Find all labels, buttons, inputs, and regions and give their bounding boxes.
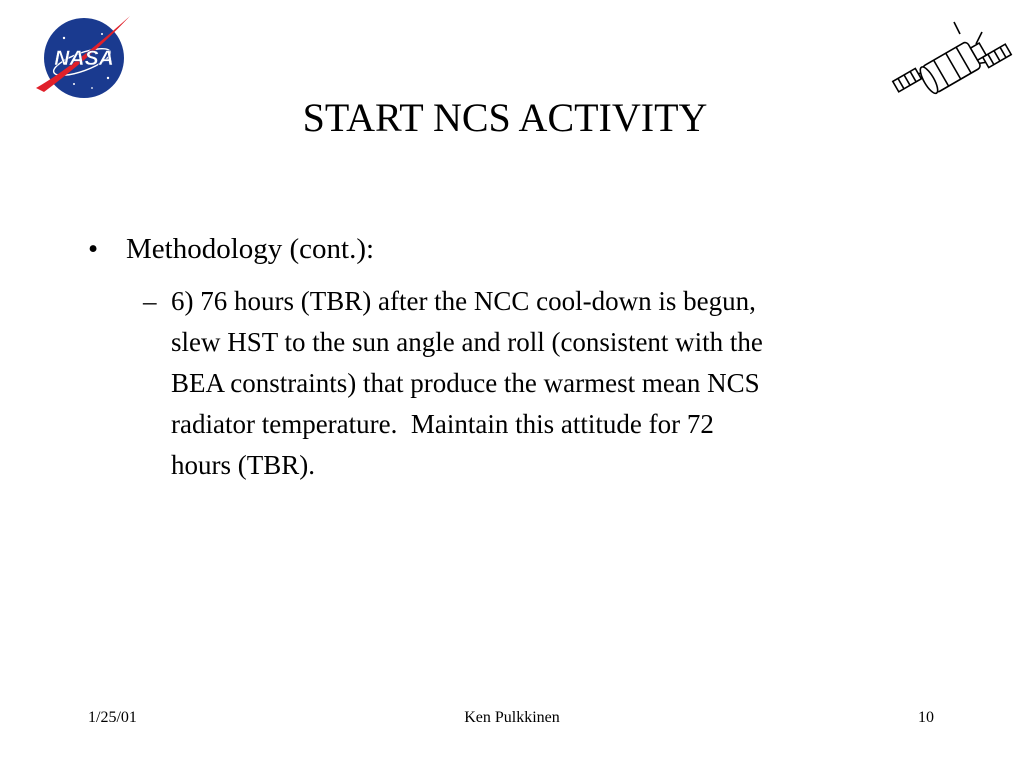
sub-bullet-line: BEA constraints) that produce the warmest mean NCS: [171, 368, 760, 398]
sub-bullet-line: radiator temperature. Maintain this attitude for 72: [171, 409, 714, 439]
sub-bullet-marker: –: [143, 286, 157, 316]
bullet-text: Methodology (cont.):: [126, 233, 375, 265]
nasa-logo-text: NASA: [54, 47, 114, 70]
sub-bullet-line: hours (TBR).: [171, 450, 315, 480]
sub-bullet-line: 6) 76 hours (TBR) after the NCC cool-down is begun,: [171, 286, 756, 316]
footer-author: Ken Pulkkinen: [464, 709, 560, 726]
sub-bullet-text: [171, 281, 961, 486]
bullet-marker: •: [88, 233, 99, 265]
nasa-logo: [34, 12, 134, 100]
slide-title: START NCS ACTIVITY: [302, 95, 708, 140]
sub-bullet-line: slew HST to the sun angle and roll (consistent with the: [171, 327, 763, 357]
footer-date: 1/25/01: [88, 709, 137, 726]
footer-page-number: 10: [918, 709, 934, 726]
